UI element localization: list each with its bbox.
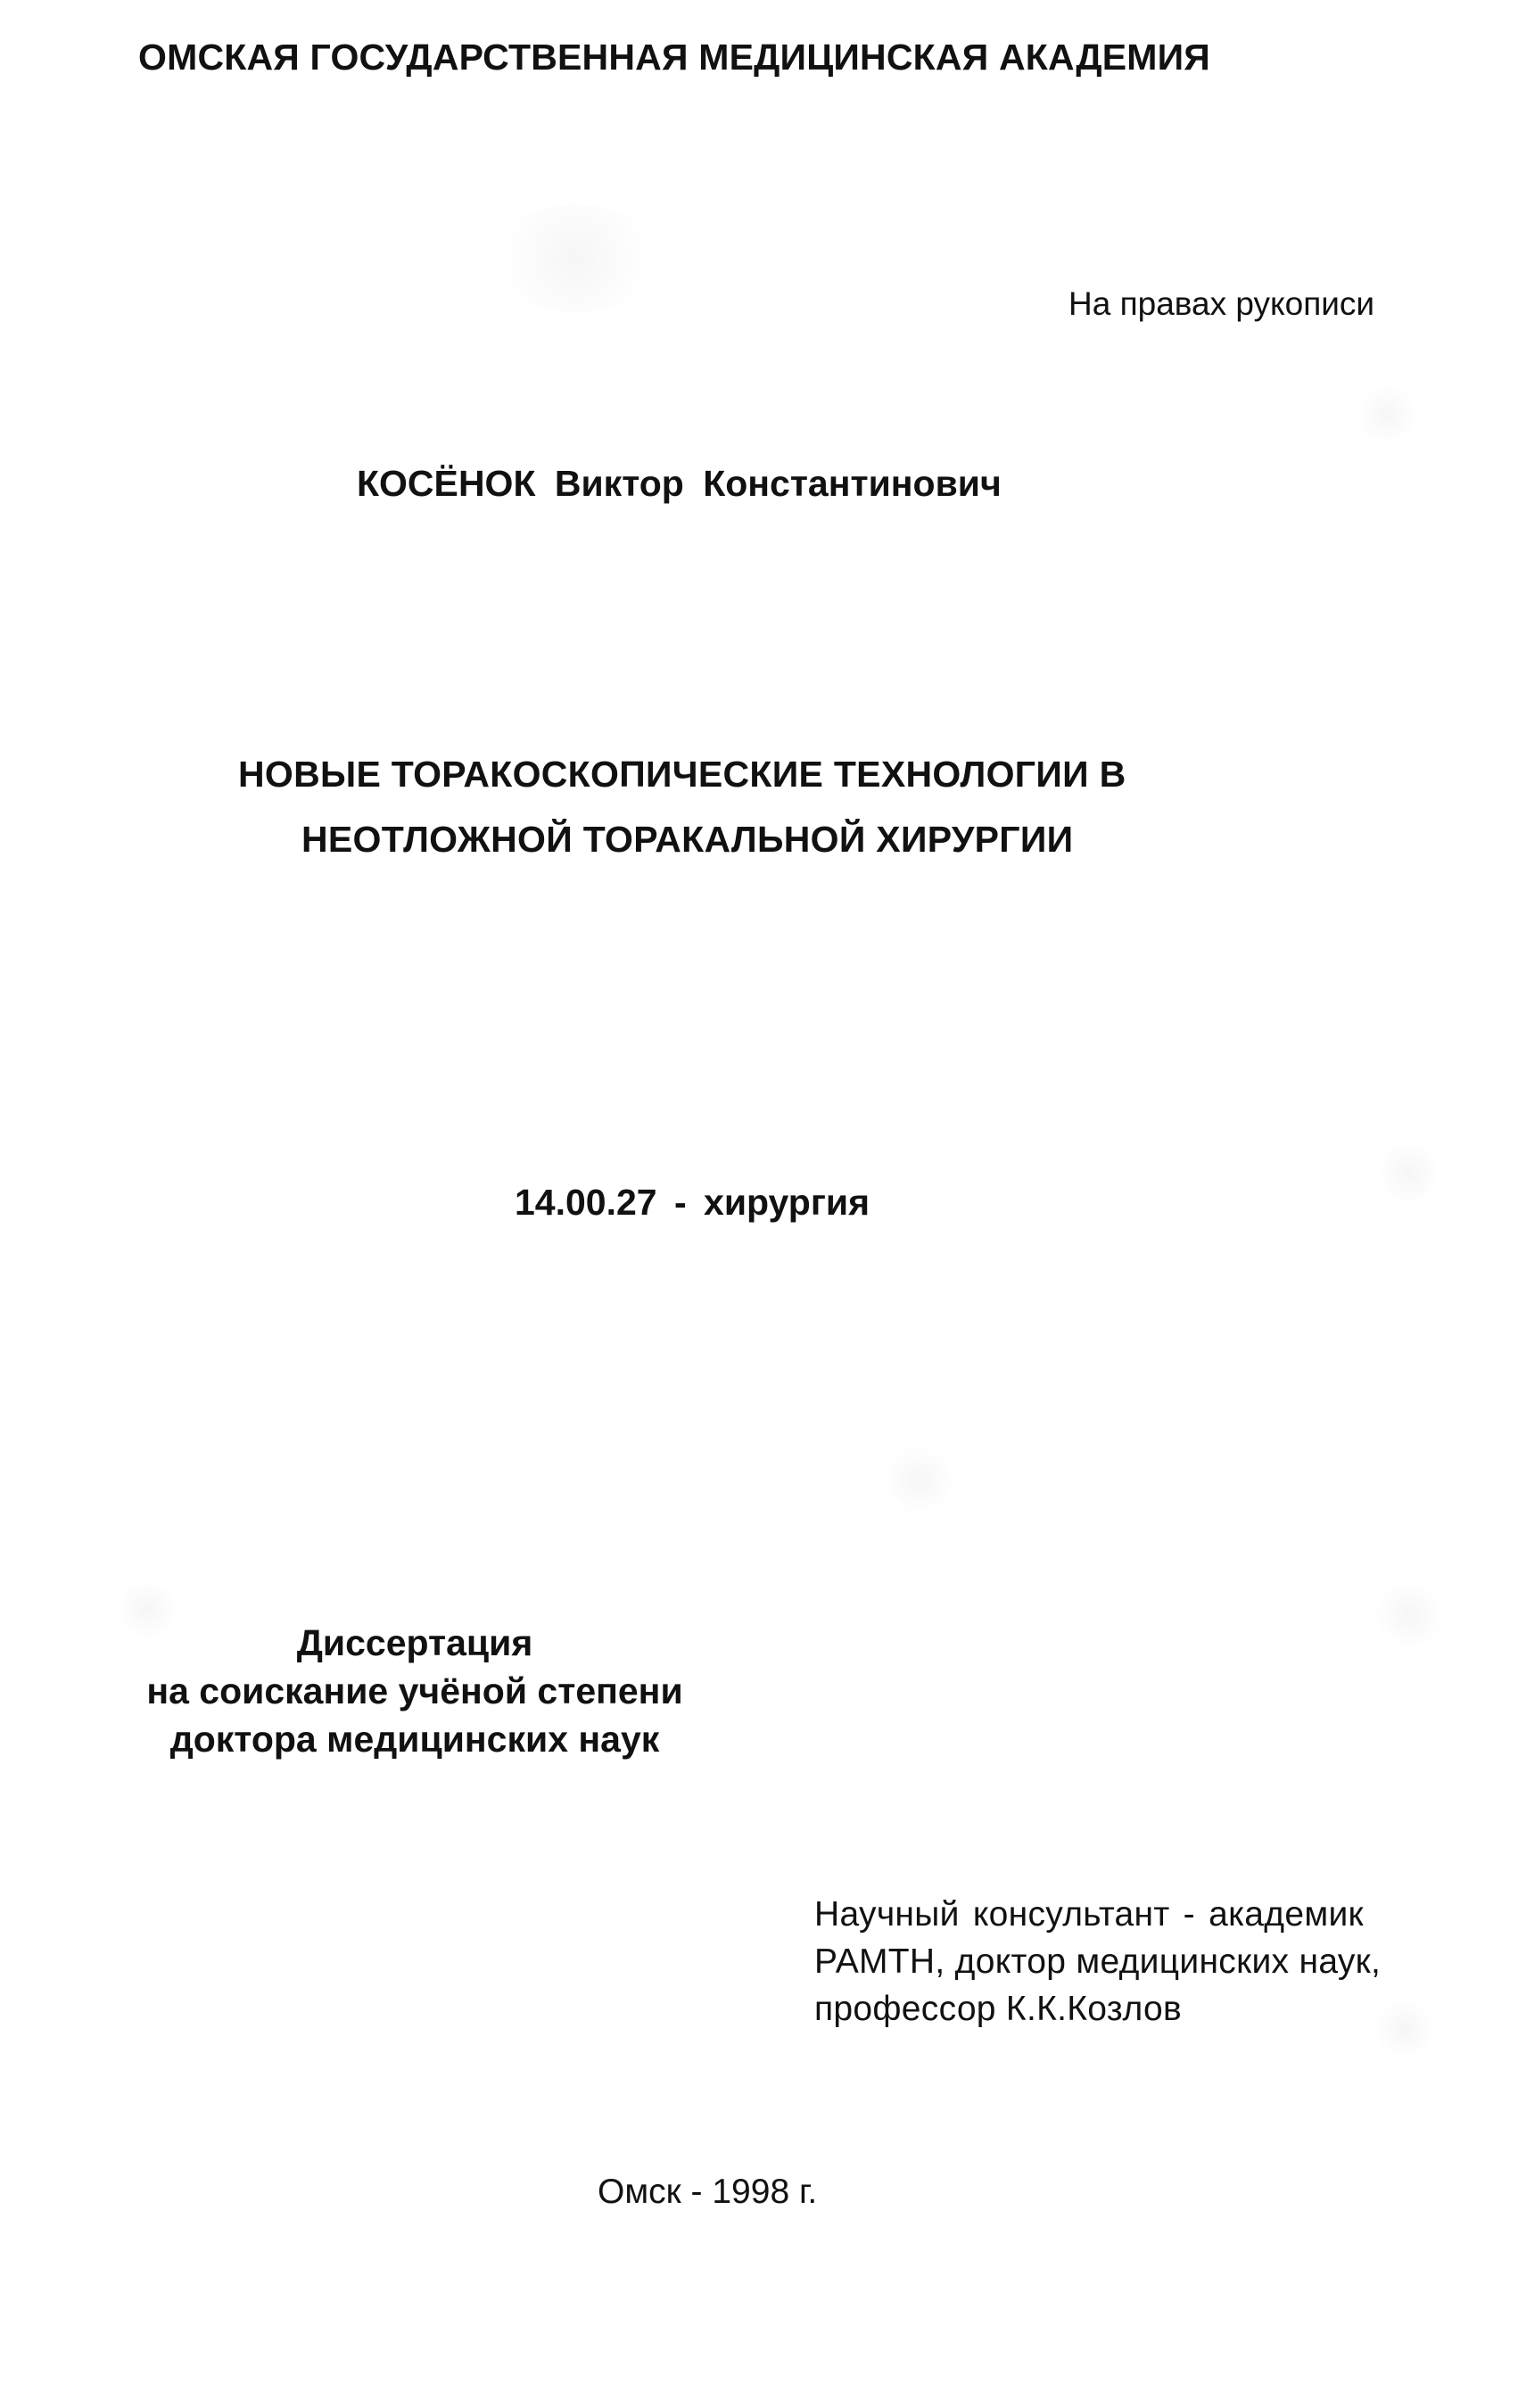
consultant-line-3: профессор К.К.Козлов [814,1990,1183,2028]
scan-artifact [482,205,669,312]
institution-name: ОМСКАЯ ГОСУДАРСТВЕННАЯ МЕДИЦИНСКАЯ АКАДЕМИЯ [138,37,1210,78]
scan-artifact [1356,383,1418,446]
scan-artifact [1382,1133,1436,1213]
scan-artifact [1374,1579,1445,1650]
dissertation-title-line-2: НЕОТЛОЖНОЙ ТОРАКАЛЬНОЙ ХИРУРГИИ [301,819,1074,860]
consultant-line-2: РАМТН, доктор медицинских наук, [814,1942,1382,1981]
scan-artifact [883,1445,954,1516]
author-name: КОСЁНОК Виктор Константинович [357,463,1002,504]
degree-line-1: Диссертация [296,1622,533,1663]
dissertation-title-line-1: НОВЫЕ ТОРАКОСКОПИЧЕСКИЕ ТЕХНОЛОГИИ В [238,754,1126,795]
consultant-line-1: Научный консультант - академик [814,1895,1364,1934]
city-and-year: Омск - 1998 г. [598,2173,818,2211]
manuscript-rights-note: На правах рукописи [1068,285,1375,322]
specialty-code: 14.00.27 - хирургия [515,1182,870,1223]
degree-line-2: на соискание учёной степени [146,1670,683,1711]
degree-line-3: доктора медицинских наук [169,1719,660,1760]
